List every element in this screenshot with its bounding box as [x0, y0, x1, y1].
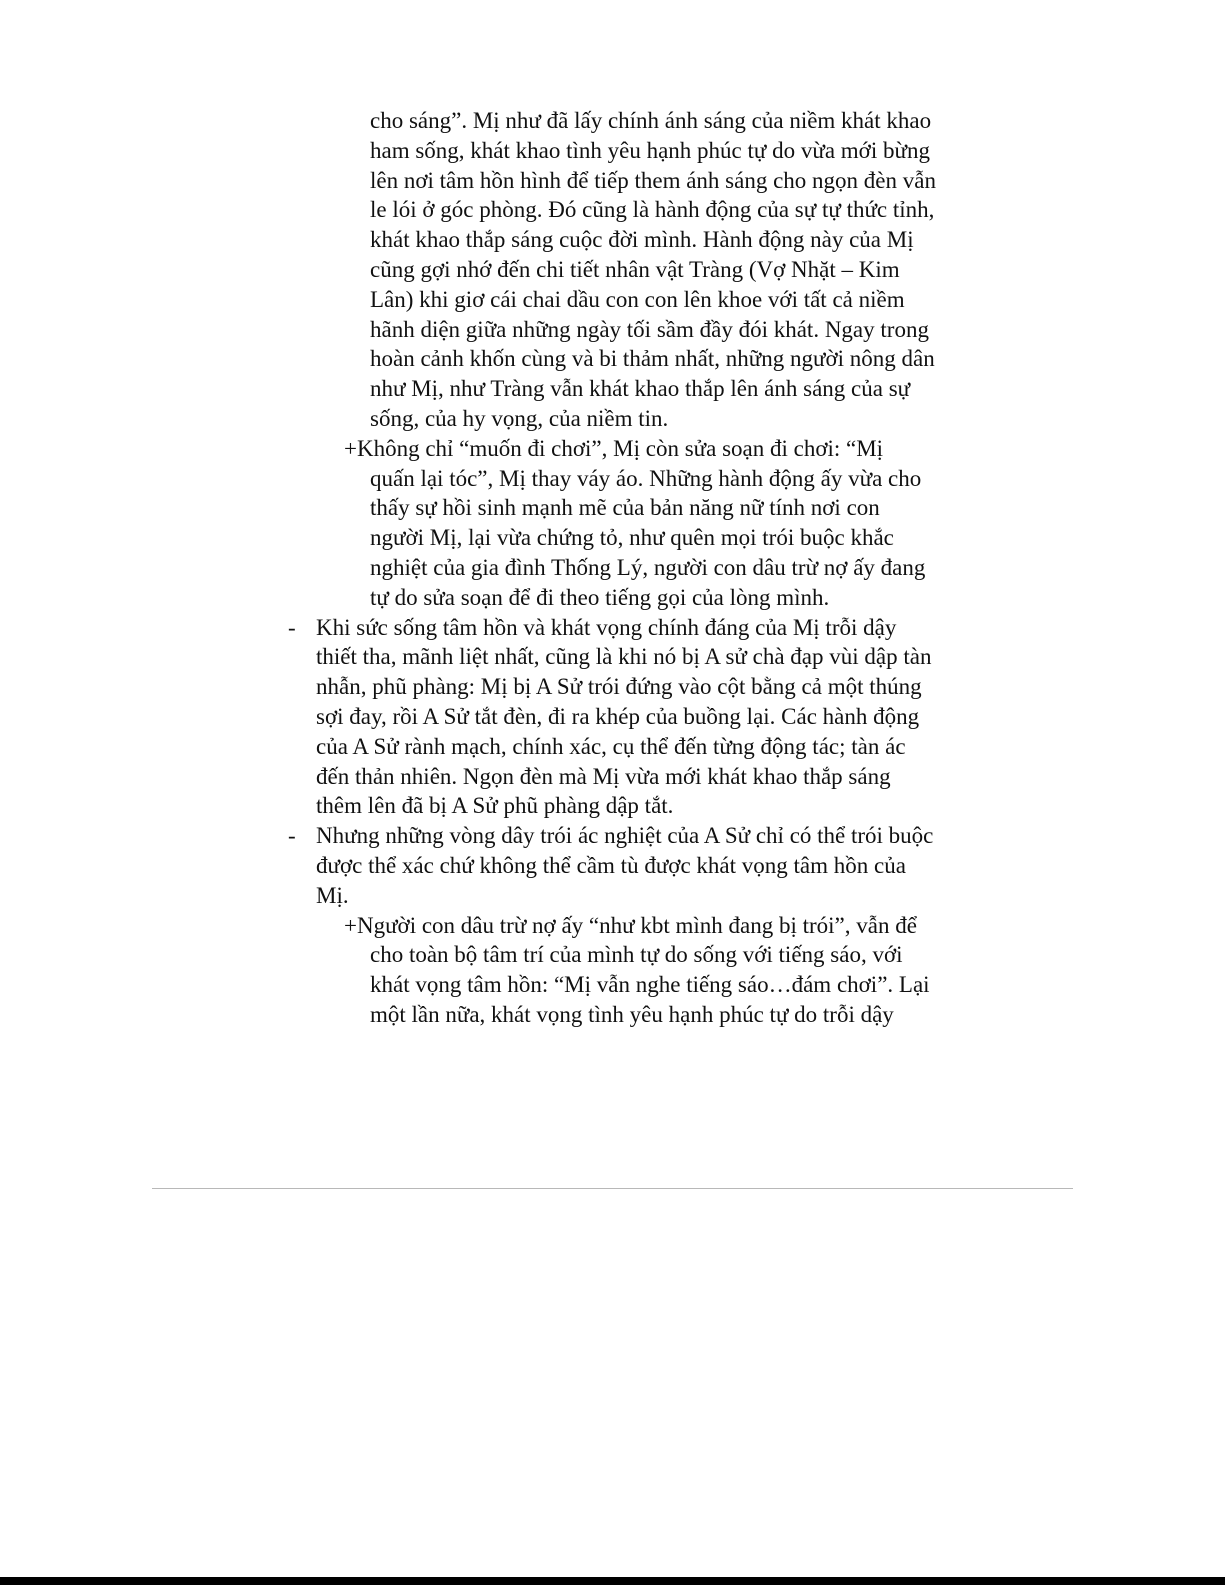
sub-bullet-line: +Người con dâu trừ nợ ấy “như kbt mình đang bị trói”, vẫn để [344, 912, 917, 938]
text-line: thiết tha, mãnh liệt nhất, cũng là khi nó bị A sử chà đạp vùi dập tàn [316, 644, 932, 670]
text-line: của A Sử rành mạch, chính xác, cụ thể đến từng động tác; tàn ác [316, 733, 906, 759]
text-line: nhẫn, phũ phàng: Mị bị A Sử trói đứng vào cột bằng cả một thúng [316, 674, 922, 700]
text-line: Mị. [316, 882, 349, 908]
text-line: lên nơi tâm hồn hình để tiếp them ánh sáng cho ngọn đèn vẫn [370, 167, 936, 193]
text-line: nghiệt của gia đình Thống Lý, người con dâu trừ nợ ấy đang [370, 555, 926, 580]
text-line: Nhưng những vòng dây trói ác nghiệt của A Sử chỉ có thể trói buộc [316, 823, 934, 849]
text-line: cũng gợi nhớ đến chi tiết nhân vật Tràng (Vợ Nhặt – Kim [370, 257, 900, 282]
text-line: hãnh diện giữa những ngày tối sầm đầy đói khát. Ngay trong [370, 316, 929, 342]
bullet-dash: - [288, 823, 296, 849]
bullet-dash: - [288, 614, 296, 640]
text-line: cho toàn bộ tâm trí của mình tự do sống với tiếng sáo, với [370, 942, 903, 968]
text-line: quấn lại tóc”, Mị thay váy áo. Những hành động ấy vừa cho [370, 465, 922, 491]
text-line: ham sống, khát khao tình yêu hạnh phúc tự do vừa mới bừng [370, 137, 930, 163]
page-divider [152, 1188, 1073, 1189]
text-line: khát khao thắp sáng cuộc đời mình. Hành động này của Mị [370, 227, 914, 253]
text-line: một lần nữa, khát vọng tình yêu hạnh phúc tự do trỗi dậy [370, 1002, 894, 1027]
text-line: sống, của hy vọng, của niềm tin. [370, 406, 669, 431]
text-line: hoàn cảnh khốn cùng và bi thảm nhất, những người nông dân [370, 346, 935, 372]
text-line: sợi đay, rồi A Sử tắt đèn, đi ra khép của buồng lại. Các hành động [316, 704, 920, 729]
text-line: được thể xác chứ không thể cầm tù được khát vọng tâm hồn của [316, 853, 906, 878]
text-line: le lói ở góc phòng. Đó cũng là hành động của sự tự thức tỉnh, [370, 197, 935, 223]
text-line: tự do sửa soạn để đi theo tiếng gọi của lòng mình. [370, 584, 830, 610]
text-line: Khi sức sống tâm hồn và khát vọng chính đáng của Mị trỗi dậy [316, 614, 897, 640]
bottom-edge-bar [0, 1577, 1225, 1585]
text-line: đến thản nhiên. Ngọn đèn mà Mị vừa mới khát khao thắp sáng [316, 763, 891, 789]
text-line: thấy sự hồi sinh mạnh mẽ của bản năng nữ tính nơi con [370, 495, 880, 521]
text-line: cho sáng”. Mị như đã lấy chính ánh sáng của niềm khát khao [370, 108, 932, 133]
sub-bullet-line: +Không chỉ “muốn đi chơi”, Mị còn sửa soạn đi chơi: “Mị [344, 435, 884, 461]
text-line: Lân) khi giơ cái chai dầu con con lên khoe với tất cả niềm [370, 286, 905, 312]
text-line: như Mị, như Tràng vẫn khát khao thắp lên ánh sáng của sự [370, 376, 911, 402]
text-line: người Mị, lại vừa chứng tỏ, như quên mọi trói buộc khắc [370, 525, 894, 551]
text-line: khát vọng tâm hồn: “Mị vẫn nghe tiếng sáo…đám chơi”. Lại [370, 972, 930, 998]
text-line: thêm lên đã bị A Sử phũ phàng dập tắt. [316, 793, 674, 819]
